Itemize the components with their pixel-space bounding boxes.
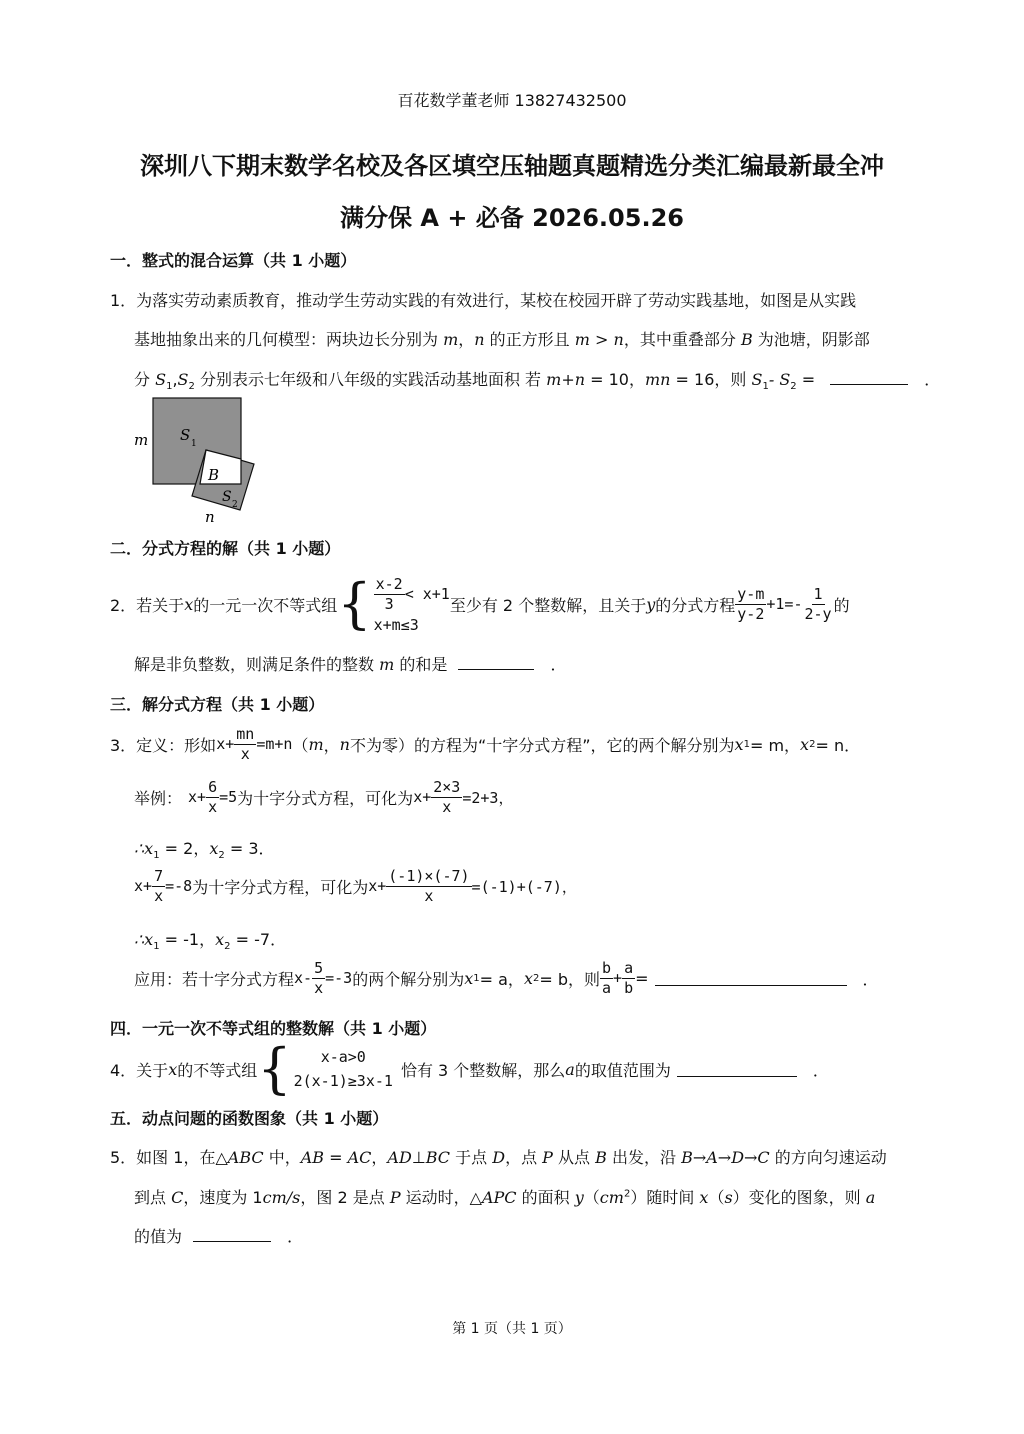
q1-line3: 分 $S_1,S_2$ 分别表示七年级和八年级的实践活动基地面积 若 m+n = 10，mn = 16，则 $S_1-$ $S_2$ = ．: [134, 370, 941, 393]
q5-line2: 到点 C，速度为 1cm/s，图 2 是点 P 运动时，△APC 的面积 $y(cm^2)$随时间 x（s）变化的图象，则 a: [134, 1188, 876, 1207]
q1-figure: [128, 392, 268, 528]
page-footer: 第 1 页（共 1 页）: [452, 1321, 572, 1337]
label-s2: S: [222, 489, 232, 505]
answer-blank-q1[interactable]: [830, 370, 908, 385]
q2-line1: 2．若关于 x 的一元一次不等式组 { $\frac{x-2}{3}$ < x+1 x+m≤3 至少有 2 个整数解，且关于 y 的分式方程 $\frac{y-m}{y-2}$ +1=- $\frac{1}{2-y}$ 的: [110, 572, 850, 635]
q5-line1: 5．如图 1，在△ABC 中，AB = AC，AD⊥BC 于点 D，点 P 从点 B 出发，沿 B→A→D→C 的方向匀速运动: [110, 1148, 887, 1167]
label-s1-sub: 1: [191, 439, 197, 449]
label-s2-sub: 2: [232, 500, 238, 510]
label-b: B: [208, 466, 220, 484]
q4-system-brace: {: [257, 1037, 292, 1100]
answer-blank-q2[interactable]: [458, 655, 534, 670]
label-m: m: [134, 431, 149, 449]
label-s1: S: [180, 426, 191, 444]
q3-example-1: 举例： x+ $\frac{6}{x}$ =5 为十字分式方程，可化为 x+ $\frac{2\times 3}{x}$ =2+3，: [134, 777, 514, 816]
q3-application: 应用：若十字分式方程 x- $\frac{5}{x}$ =-3 的两个解分别为 x 1 = a， x 2 = b，则 $\frac{b}{a}$ + $\frac{a}{b}$ = ．: [134, 958, 879, 997]
q5-line3: 的值为 ．: [134, 1227, 304, 1246]
section-heading-1: 一．整式的混合运算（共 1 小题）: [110, 251, 357, 270]
page-title-line1: 深圳八下期末数学名校及各区填空压轴题真题精选分类汇编最新最全冲: [140, 152, 884, 180]
answer-blank-q5[interactable]: [193, 1227, 271, 1242]
answer-blank-q4[interactable]: [677, 1062, 797, 1077]
section-heading-5: 五．动点问题的函数图象（共 1 小题）: [110, 1109, 389, 1128]
q3-result-2: $\therefore x_1 = -1$，$x_2 = -7$．: [134, 930, 287, 953]
q3-example-2: x+ $\frac{7}{x}$ =-8 为十字分式方程，可化为 x+ $\frac{(-1)\times(-7)}{x}$ =(-1)+(-7)，: [134, 866, 577, 905]
answer-blank-q3[interactable]: [655, 971, 847, 986]
q2-inequality-system: $\frac{x-2}{3}$ < x+1 x+m≤3: [373, 574, 450, 634]
q1-line2: 基地抽象出来的几何模型：两块边长分别为 m，n 的正方形且 m > n，其中重叠部分 B 为池塘，阴影部: [134, 330, 870, 349]
q4-line: 4．关于 x 的不等式组 { x-a>0 2(x-1)≥3x-1 恰有 3 个整数解，那么 a 的取值范围为 ．: [110, 1037, 829, 1100]
section-heading-3: 三．解分式方程（共 1 小题）: [110, 695, 325, 714]
section-heading-2: 二．分式方程的解（共 1 小题）: [110, 539, 341, 558]
q2-system-brace: {: [337, 572, 372, 635]
label-n: n: [205, 508, 215, 526]
q4-inequality-system: x-a>0 2(x-1)≥3x-1: [293, 1048, 393, 1090]
section-heading-4: 四．一元一次不等式组的整数解（共 1 小题）: [110, 1019, 437, 1038]
header-note: 百花数学董老师 13827432500: [397, 91, 627, 110]
q3-definition: 3．定义：形如 x+ $\frac{mn}{x}$ =m+n （ m ， n 不为零）的方程为“十字分式方程”，它的两个解分别为 x 1 = m， x 2 = n．: [110, 724, 861, 763]
q3-result-1: $\therefore x_1 = 2$，$x_2 = 3$．: [134, 839, 275, 862]
q1-line1: 1．为落实劳动素质教育，推动学生劳动实践的有效进行，某校在校园开辟了劳动实践基地，如图是从实践: [110, 291, 857, 310]
q2-line2: 解是非负整数，则满足条件的整数 m 的和是 ．: [134, 655, 567, 674]
page-title-line2: 满分保 A + 必备 2026.05.26: [340, 204, 684, 232]
